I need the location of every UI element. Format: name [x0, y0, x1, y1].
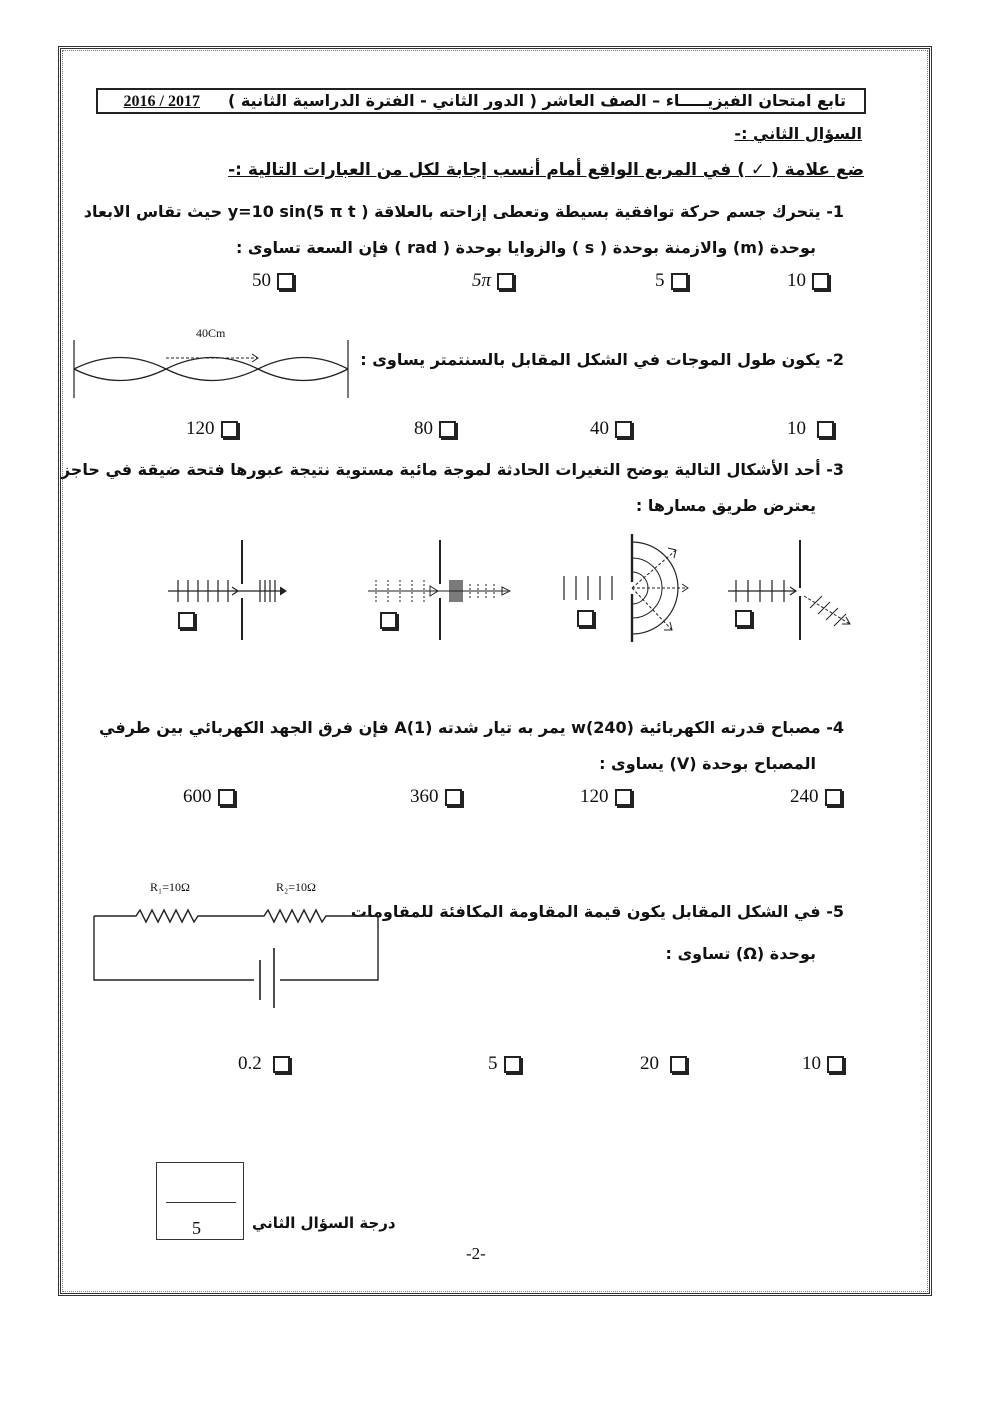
q1-option-1[interactable]: 10: [787, 270, 829, 292]
checkbox[interactable]: [497, 273, 514, 290]
page-number: -2-: [466, 1244, 486, 1263]
q3-number: 3-: [826, 460, 844, 479]
q4-number: 4-: [826, 718, 844, 737]
checkbox[interactable]: [277, 273, 294, 290]
q3-checkbox-d[interactable]: [735, 610, 752, 627]
q5-text-2: بوحدة (Ω) تساوى :: [665, 944, 816, 963]
grade-label: درجة السؤال الثاني: [252, 1214, 396, 1232]
wave-diagram-c: [558, 532, 698, 644]
q1-line1: [84, 202, 844, 221]
q3-checkbox-b[interactable]: [380, 612, 397, 629]
q1-option-3[interactable]: 5π: [472, 270, 514, 292]
checkbox[interactable]: [817, 421, 834, 438]
q4-text-2: المصباح بوحدة (V) يساوى :: [599, 754, 816, 773]
q4-option-4[interactable]: 600: [183, 786, 235, 808]
grade-divider: [166, 1202, 236, 1203]
resistor-2-label: R₂=10Ω: [276, 880, 316, 894]
q5-number: 5-: [826, 902, 844, 921]
exam-title: تابع امتحان الفيزيـــــاء – الصف العاشر ( الدور الثاني - الفترة الدراسية الثانية ): [227, 91, 846, 110]
checkbox[interactable]: [671, 273, 688, 290]
resistor-1-label: R₁=10Ω: [150, 880, 190, 894]
exam-year: 2017 / 2016: [123, 93, 200, 110]
q3-line1: [61, 460, 844, 479]
checkbox[interactable]: [615, 789, 632, 806]
q1-text-1: يتحرك جسم حركة توافقية بسيطة وتعطى إزاحته بالعلاقة ( y=10 sin(5 π t حيث تقاس الابعاد: [83, 202, 821, 221]
checkbox[interactable]: [273, 1056, 290, 1073]
checkbox[interactable]: [439, 421, 456, 438]
checkbox[interactable]: [221, 421, 238, 438]
q5-line1: [351, 902, 844, 921]
q3-text-1: أحد الأشكال التالية يوضح التغيرات الحادثة لموجة مائية مستوية نتيجة عبورها فتحة ضيقة في حاجز: [60, 460, 821, 479]
q5-text-1: في الشكل المقابل يكون قيمة المقاومة المكافئة للمقاومات: [350, 902, 821, 921]
checkbox[interactable]: [825, 789, 842, 806]
q4-option-3[interactable]: 360: [410, 786, 462, 808]
q2-number: 2-: [826, 350, 844, 369]
standing-wave-figure: [70, 336, 360, 406]
q1-text-2: بوحدة (m) والازمنة بوحدة ( s ) والزوايا بوحدة ( rad ) فإن السعة تساوى :: [235, 238, 816, 257]
q3-text-2: يعترض طريق مسارها :: [635, 496, 816, 515]
q5-option-4[interactable]: 0.2: [238, 1053, 290, 1075]
q5-option-3[interactable]: 5: [488, 1053, 521, 1075]
grade-value: 5: [192, 1218, 201, 1238]
q2-text: يكون طول الموجات في الشكل المقابل بالسنتمتر يساوى :: [360, 350, 821, 369]
checkbox[interactable]: [670, 1056, 687, 1073]
q4-text-1: مصباح قدرته الكهربائية w(240) يمر به تيار شدته A(1) فإن فرق الجهد الكهربائي بين طرفي: [99, 718, 821, 737]
section-title: السؤال الثاني :-: [734, 124, 862, 143]
q3-checkbox-a[interactable]: [178, 612, 195, 629]
q4-option-1[interactable]: 240: [790, 786, 842, 808]
checkbox[interactable]: [218, 789, 235, 806]
q5-option-1[interactable]: 10: [802, 1053, 844, 1075]
q4-line1: [99, 718, 844, 737]
wave-length-label: 40Cm: [196, 326, 226, 340]
exam-header: [96, 88, 866, 114]
q1-option-4[interactable]: 50: [252, 270, 294, 292]
q1-number: 1-: [826, 202, 844, 221]
instruction: ضع علامة ( ✓ ) في المربع الواقع أمام أنسب إجابة لكل من العبارات التالية :-: [228, 160, 864, 180]
checkbox[interactable]: [827, 1056, 844, 1073]
q1-option-2[interactable]: 5: [655, 270, 688, 292]
checkbox[interactable]: [812, 273, 829, 290]
q2-option-2[interactable]: 40: [590, 418, 632, 440]
series-circuit-figure: [94, 900, 384, 1010]
q2-line: [360, 350, 844, 369]
q3-checkbox-c[interactable]: [577, 610, 594, 627]
checkbox[interactable]: [504, 1056, 521, 1073]
checkbox[interactable]: [445, 789, 462, 806]
q2-option-4[interactable]: 120: [186, 418, 238, 440]
page-border-inner: [62, 50, 928, 1292]
q5-option-2[interactable]: 20: [640, 1053, 687, 1075]
checkbox[interactable]: [615, 421, 632, 438]
q2-option-1[interactable]: 10: [787, 418, 834, 440]
q4-option-2[interactable]: 120: [580, 786, 632, 808]
q2-option-3[interactable]: 80: [414, 418, 456, 440]
